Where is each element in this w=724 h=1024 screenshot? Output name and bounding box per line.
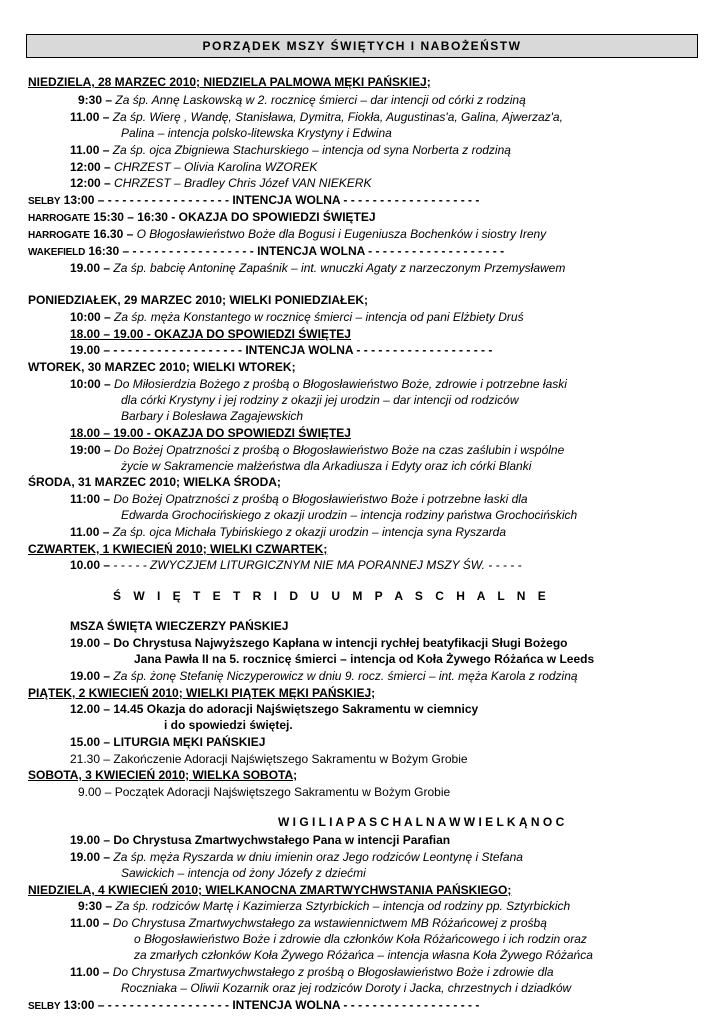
line-text: Za śp. rodziców Martę i Kazimierza Sztyrbickich – intencja od rodziny pp. Sztyrbickich <box>115 899 571 913</box>
line-text: Barbary i Bolesława Zagajewskich <box>121 409 304 423</box>
schedule-line <box>70 636 568 650</box>
line-text: W I G I L I A P A S C H A L N A W W I E L K Ą N O C <box>278 815 565 829</box>
line-text: Za śp. babcię Antoninę Zapaśnik – int. wnuczki Agaty z narzeczonym Przemysławem <box>113 261 566 275</box>
schedule-line <box>121 126 392 140</box>
schedule-line <box>121 981 571 995</box>
line-text: MSZA ŚWIĘTA WIECZERZY PAŃSKIEJ <box>70 619 289 633</box>
schedule-line <box>164 718 293 732</box>
line-text: SOBOTA, 3 KWIECIEŃ 2010; WIELKA SOBOTA; <box>28 768 298 782</box>
schedule-line <box>70 833 450 847</box>
line-text: o Błogosławieństwo Boże i zdrowie dla członków Koła Różańcowego i ich rodzin oraz <box>134 932 587 946</box>
schedule-line <box>70 176 371 190</box>
schedule-line <box>70 916 547 930</box>
line-text: Palina – intencja polsko-litewska Krystyny i Edwina <box>121 126 392 140</box>
line-text: 12:00 – <box>70 176 115 190</box>
line-text: CHRZEST – Olivia Karolina WZOREK <box>114 160 318 174</box>
line-text: 10.00 – <box>70 558 114 572</box>
schedule-line <box>70 426 351 440</box>
line-text: 19.00 – Do Chrystusa Najwyższego Kapłana w intencji rychłej beatyfikacji Sługi Bożego <box>70 636 568 650</box>
line-text: 16.30 – <box>89 227 137 241</box>
line-text: 9.00 – Początek Adoracji Najświętszego Sakramentu w Bożym Grobie <box>78 785 451 799</box>
line-text: dla córki Krystyny i jej rodziny z okazji jej urodzin – dar intencji od rodziców <box>121 393 519 407</box>
line-text: 9:30 – <box>78 899 116 913</box>
line-text: i do spowiedzi świętej. <box>164 718 293 732</box>
line-text: 11.00 – <box>70 110 113 124</box>
schedule-line <box>28 75 431 89</box>
line-text: 12.00 – 14.45 Okazja do adoracji Najświętszego Sakramentu w ciemnicy <box>70 702 479 716</box>
line-text: 11.00 – <box>70 965 113 979</box>
schedule-line <box>70 327 351 341</box>
schedule-line <box>134 932 587 946</box>
schedule-line <box>70 669 578 683</box>
line-text: PONIEDZIAŁEK, 29 MARZEC 2010; WIELKI PONIEDZIAŁEK; <box>28 293 369 307</box>
schedule-line <box>78 785 450 799</box>
schedule-line <box>70 850 523 864</box>
line-text: za zmarłych członków Koła Żywego Różańca – intencja własna Koła Żywego Różańca <box>134 948 593 962</box>
line-text: 19.00 – - - - - - - - - - - - - - - - - - - INTENCJA WOLNA - - - - - - - - - - - - - - - - - - - <box>70 343 493 357</box>
line-text: Do Miłosierdzia Bożego z prośbą o Błogosławieństwo Boże, zdrowie i potrzebne łaski <box>114 377 567 391</box>
schedule-line <box>28 360 296 374</box>
schedule-line <box>70 310 524 324</box>
line-text: NIEDZIELA, 28 MARZEC 2010; NIEDZIELA PALMOWA MĘKI PAŃSKIEJ; <box>28 75 431 89</box>
line-text: Do Bożej Opatrzności z prośbą o Błogosławieństwo Boże na czas zaślubin i wspólne <box>114 443 565 457</box>
schedule-line <box>28 193 479 209</box>
line-text: 10:00 – <box>70 377 115 391</box>
line-text: 19.00 – <box>70 850 114 864</box>
line-text: 10:00 – <box>70 310 115 324</box>
location-label: SELBY <box>28 196 61 207</box>
line-text: Edwarda Grochocińskiego z okazji urodzin – intencja rodziny państwa Grochocińskich <box>121 508 578 522</box>
line-text: Jana Pawła II na 5. rocznicę śmierci – intencja od Koła Żywego Różańca w Leeds <box>134 652 595 666</box>
line-text: Do Bożej Opatrzności z prośbą o Błogosławieństwo Boże i potrzebne łaski dla <box>113 492 528 506</box>
schedule-line <box>134 948 593 962</box>
line-text: 18.00 – 19.00 - OKAZJA DO SPOWIEDZI ŚWIĘTEJ <box>70 426 351 440</box>
schedule-line <box>70 343 492 357</box>
line-text: 11.00 – <box>70 916 113 930</box>
schedule-line <box>121 409 303 423</box>
line-text: 15:30 – 16:30 - OKAZJA DO SPOWIEDZI ŚWIĘTEJ <box>89 210 376 224</box>
schedule-line <box>70 735 265 749</box>
line-text: CZWARTEK, 1 KWIECIEŃ 2010; WIELKI CZWARTEK; <box>28 542 328 556</box>
line-text: Za śp. żonę Stefanię Niczyperowicz w dniu 9. rocz. śmierci – int. męża Karola z rodziną <box>113 669 578 683</box>
schedule-line <box>78 899 570 913</box>
line-text: 18.00 – 19.00 - OKAZJA DO SPOWIEDZI ŚWIĘTEJ <box>70 327 351 341</box>
schedule-line <box>70 492 528 506</box>
schedule-line <box>78 93 526 107</box>
schedule-line <box>70 525 506 539</box>
location-label: WAKEFIELD <box>28 247 86 258</box>
schedule-line <box>70 110 563 124</box>
line-text: Za śp. Wierę , Wandę, Stanisława, Dymitra, Fiokła, Augustinas'a, Galina, Ajwerzaz'a, <box>112 110 563 124</box>
line-text: Do Chrystusa Zmartwychwstałego za wstawiennictwem MB Różańcowej z prośbą <box>112 916 547 930</box>
line-text: Roczniaka – Oliwii Kozarnik oraz jej rodziców Doroty i Jacka, chrzestnych i dziadków <box>121 981 572 995</box>
schedule-line <box>70 160 317 174</box>
line-text: CHRZEST – Bradley Chris Józef VAN NIEKERK <box>114 176 372 190</box>
schedule-line <box>121 393 519 407</box>
line-text: życie w Sakramencie małżeństwa dla Arkadiusza i Edyty oraz ich córki Blanki <box>121 459 532 473</box>
location-label: SELBY <box>28 1001 61 1012</box>
line-text: ŚRODA, 31 MARZEC 2010; WIELKA ŚRODA; <box>28 475 281 489</box>
schedule-line <box>28 542 327 556</box>
schedule-line <box>121 459 531 473</box>
line-text: Do Chrystusa Zmartwychwstałego z prośbą o Błogosławieństwo Boże i zdrowie dla <box>112 965 554 979</box>
location-label: HARROGATE <box>28 230 90 241</box>
location-label: HARROGATE <box>28 213 90 224</box>
schedule-line <box>28 686 375 700</box>
schedule-line <box>70 619 288 633</box>
line-text: Za śp. ojca Zbigniewa Stachurskiego – intencja od syna Norberta z rodziną <box>112 143 511 157</box>
line-text: 19.00 – <box>70 669 114 683</box>
line-text: 15.00 – LITURGIA MĘKI PAŃSKIEJ <box>70 735 266 749</box>
line-text: 11.00 – <box>70 143 113 157</box>
line-text: PIĄTEK, 2 KWIECIEŃ 2010; WIELKI PIĄTEK MĘKI PAŃSKIEJ; <box>28 686 376 700</box>
line-text: WTOREK, 30 MARZEC 2010; WIELKI WTOREK; <box>28 360 296 374</box>
line-text: 13:00 – - - - - - - - - - - - - - - - - - INTENCJA WOLNA - - - - - - - - - - - - - - - - - - - <box>60 193 480 207</box>
schedule-line <box>28 475 281 489</box>
line-text: 11:00 – <box>70 492 114 506</box>
line-text: 19:00 – <box>70 443 115 457</box>
line-text: Za śp. Annę Laskowską w 2. rocznicę śmierci – dar intencji od córki z rodziną <box>115 93 526 107</box>
line-text: Za śp. męża Konstantego w rocznicę śmierci – intencja od pani Elżbiety Druś <box>114 310 524 324</box>
schedule-line <box>28 883 511 897</box>
schedule-line <box>70 558 522 572</box>
schedule-line <box>70 377 567 391</box>
line-text: 21.30 – Zakończenie Adoracji Najświętszego Sakramentu w Bożym Grobie <box>70 752 468 766</box>
line-text: 19.00 – Do Chrystusa Zmartwychwstałego Pana w intencji Parafian <box>70 833 451 847</box>
line-text: 9:30 – <box>78 93 116 107</box>
schedule-line <box>70 702 478 716</box>
schedule-line <box>28 998 479 1014</box>
line-text: 16:30 – - - - - - - - - - - - - - - - - - INTENCJA WOLNA - - - - - - - - - - - - - - - - - - - <box>85 244 505 258</box>
line-text: 13:00 – - - - - - - - - - - - - - - - - - INTENCJA WOLNA - - - - - - - - - - - - - - - - - - - <box>60 998 480 1012</box>
schedule-line <box>70 261 565 275</box>
schedule-line <box>28 244 504 260</box>
line-text: 12:00 – <box>70 160 115 174</box>
line-text: 11.00 – <box>70 525 113 539</box>
schedule-line <box>134 652 594 666</box>
line-text: Za śp. ojca Michała Tybińskiego z okazji urodzin – intencja syna Ryszarda <box>112 525 507 539</box>
line-text: Sawickich – intencja od żony Józefy z dziećmi <box>121 866 366 880</box>
schedule-line <box>113 589 550 603</box>
schedule-line <box>70 752 468 766</box>
schedule-line <box>121 508 577 522</box>
line-text: - - - - - ZWYCZJEM LITURGICZNYM NIE MA PORANNEJ MSZY ŚW. - - - - - <box>113 558 522 572</box>
schedule-line <box>28 227 546 243</box>
schedule-line <box>278 815 564 829</box>
schedule-line <box>28 210 376 226</box>
schedule-line <box>70 965 554 979</box>
schedule-line <box>121 866 366 880</box>
schedule-line <box>70 443 564 457</box>
line-text: O Błogosławieństwo Boże dla Bogusi i Eugeniusza Bochenków i siostry Ireny <box>136 227 547 241</box>
line-text: Ś W I Ę T E T R I D U U M P A S C H A L N E <box>113 589 551 603</box>
page-title: PORZĄDEK MSZY ŚWIĘTYCH I NABOŻEŃSTW <box>26 34 698 58</box>
line-text: 19.00 – <box>70 261 114 275</box>
schedule-line <box>70 143 511 157</box>
line-text: NIEDZIELA, 4 KWIECIEŃ 2010; WIELKANOCNA ZMARTWYCHWSTANIA PAŃSKIEGO; <box>28 883 512 897</box>
schedule-line <box>28 768 297 782</box>
line-text: Za śp. męża Ryszarda w dniu imienin oraz Jego rodziców Leontynę i Stefana <box>113 850 523 864</box>
schedule-line <box>28 293 368 307</box>
